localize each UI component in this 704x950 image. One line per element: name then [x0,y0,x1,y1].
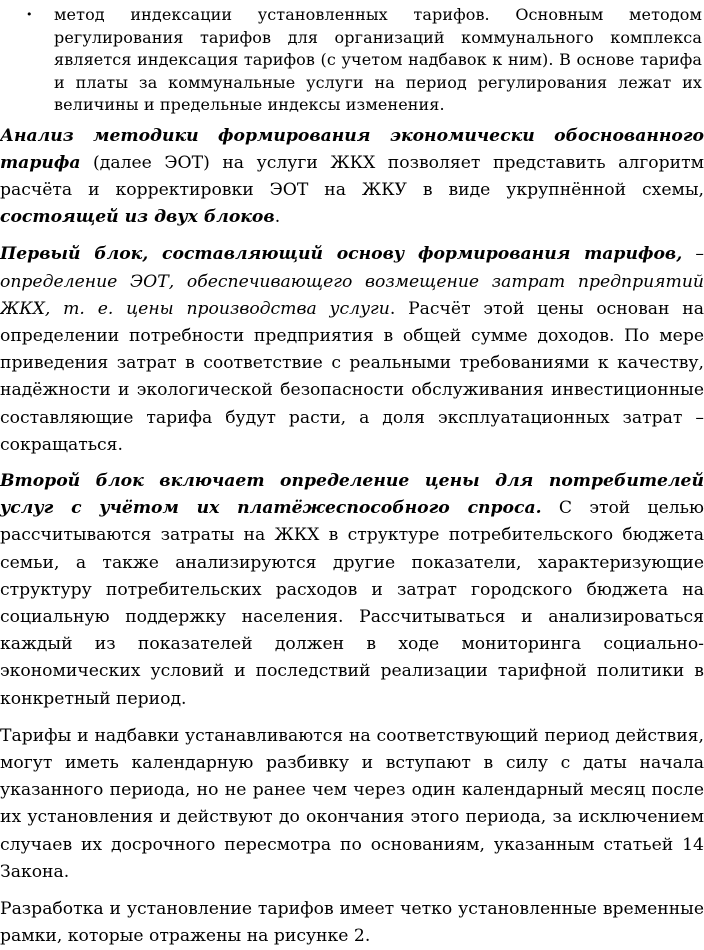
paragraph-time-frame [0,896,704,950]
eot-analysis-mid: (далее ЭОТ) на услуги ЖКХ позволяет представить алгоритм расчёта и корректировки ЭОТ на ЖКУ в виде укрупнённой схемы, [0,152,704,200]
bullet-icon: • [26,8,33,21]
second-block-rest: С этой целью рассчитываются затраты на ЖКХ в структуре потребительского бюджета семьи, а также анализируются другие показатели, характеризующие структуру потребительских расходов и затрат городского бюджета на социальную поддержку населения. Рассчитываться и анализироваться каждый из показателей должен в ходе мониторинга социально-экономических условий и последствий реализации тарифной политики в конкретный период. [0,498,704,709]
bullet-list-item [0,4,704,117]
paragraph-tariff-period [0,723,704,886]
paragraph-second-block [0,468,704,713]
bullet-text: метод индексации установленных тарифов. Основным методом регулирования тарифов для организаций коммунального комплекса является индексация тарифов (с учетом надбавок к ним). В основе тарифа и платы за коммунальные услуги на период регулирования лежат их величины и предельные индексы изменения. [54,5,702,114]
eot-analysis-tail: состоящей из двух блоков [0,207,275,228]
eot-analysis-end: . [274,207,281,228]
paragraph-first-block [0,241,704,459]
paragraph-eot-analysis [0,123,704,232]
first-block-lead: Первый блок, составляющий основу формирования тарифов, [0,244,683,265]
first-block-dash: – [682,244,704,265]
first-block-definition: определение ЭОТ, обеспечивающего возмещение затрат предприятий ЖКХ, т. е. цены производства услуги [0,271,704,319]
eot-analysis-lead: Анализ методики формирования экономически обоснованного тарифа [0,125,704,173]
first-block-rest: . Расчёт этой цены основан на определении потребности предприятия в общей сумме доходов. По мере приведения затрат в соответствие с реальными требованиями к качеству, надёжности и экологической безопасности обслуживания инвестиционные составляющие тарифа будут расти, а доля эксплуатационных затрат – сокращаться. [0,298,704,455]
time-frame-text: Разработка и установление тарифов имеет четко установленные временные рамки, которые отражены на рисунке 2. [0,898,704,947]
second-block-lead: Второй блок включает определение цены для потребителей услуг с учётом их платёжеспособного спроса. [0,470,704,519]
tariff-period-text: Тарифы и надбавки устанавливаются на соответствующий период действия, могут иметь календарную разбивку и вступают в силу с даты начала указанного периода, но не ранее чем через один календарный месяц после их установления и действуют до окончания этого периода, за исключением случаев их досрочного пересмотра по основаниям, указанным статьей 14 Закона. [0,725,704,882]
